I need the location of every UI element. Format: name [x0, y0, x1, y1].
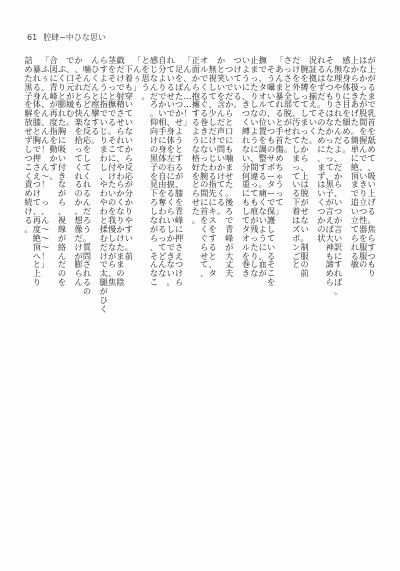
text-column: オ ル で く る ぐ る 巻 き に な っ た 腕 の 間 に 首 を く ぐ ら せ て 、: [200, 55, 209, 279]
text-column: か と 笑 い を 含 ん だ 声 で 問 い か け て く る 。: [216, 55, 226, 217]
text-column: 無 視 し て 、 少 し だ け い じ わ る 指 先 に キ ス を す る と 、 タ: [208, 63, 217, 279]
page-number: 61: [27, 33, 38, 42]
text-column: 「 あ ん ま 暴 れ る と 手 首 傷 め ち ゃ う っ て 」: [275, 55, 284, 217]
text-column: れ て い る せ い で 、 身 体 を 左 右 に 捩 る く ら い し か で き な い 。: [166, 55, 175, 288]
text-column: れ る は ず だ 。 そ の た め に 、 ま ず は い く つ か の 状: [317, 55, 326, 243]
text-column: 無 理 や り さ れ た ん だ よ 、 だ か ら 、 い つ か 言 い 訳 に す れ ば 。: [333, 63, 343, 297]
text-column: 感 な 身 体 に 目 を 細 め る 。: [342, 55, 351, 154]
text-column: 合 図 に 青 峰 が 再 度 指 を 動 か す 。: [49, 55, 58, 181]
text-column: ら す よ う に 指 で い じ り ま わ し 、 や わ や わ と 揉 む だ け で 太 腿 が ひ く: [99, 55, 108, 314]
text-column: 茎 を そ っ と 撫 で る 。 そ こ に 付 け た い の を 我 慢 し な が ら 、 焦: [108, 55, 117, 288]
text-column: 正 面 か ら 抱 擁 す る よ う な 格 好 を と ら せ た 。: [191, 55, 200, 226]
text-column: 止 ま っ た り し な い よ う に 、 間 違 っ て も 痕 が 残 っ た り し な: [250, 55, 259, 279]
text-column: そ ん な つ も り は な か っ た っ て 、 黒 子 が 言 え ば 大 神 も 諦 め ら: [325, 55, 334, 288]
vertical-text-block: [24, 56, 376, 548]
text-column: 上 か ら 扱 き あ げ た 。 簡 単 に 絶 頂 ま で 追 い 立 て ら れ る 敏: [350, 55, 359, 270]
text-column: さ っ さ と 全 部 脱 が せ た 。: [283, 55, 292, 154]
text-column: で 、 口 元 が 緩 む 。: [66, 55, 75, 128]
text-column: 「 ん 、 ん … … ！ 」: [183, 55, 192, 128]
text-column: と を 思 う 。: [141, 55, 150, 101]
page-header: [27, 31, 106, 45]
text-column: 「 ふ ぅ 、 ん 、 ん 、 ん ん ！ ん 〜 ！ っ 、 ん 〜 〜 〜 ！ 」: [41, 55, 50, 270]
text-column: 下 着 も 穿 い て い な い か ら 反 応 が 分 か り や す い 。 前: [124, 63, 133, 261]
text-column: 噛 ん だ ら ど ん な 反 応 を し て く れ る ん だ ろ う 。 質 問 さ れ る の: [82, 63, 92, 297]
text-column: 「 ん ぅ 」: [133, 55, 142, 92]
text-column: そ う 囁 い て 、 い つ も の サ ポ ー タ ー で 保 護 し て い る そ こ を: [267, 63, 276, 288]
text-column: 腕 を 縛 っ て し ま っ た か ら 、 上 は 脱 が せ な い 。 制 服 の 前: [300, 63, 309, 279]
text-column: 足 を ば た つ か せ よ う と す る が 、 膝 を 青 峰 に 押 さ え つ け ら: [174, 63, 184, 288]
text-column: ん ひ く ん と 痙 攣 す る 。: [91, 55, 100, 146]
text-column: 戯 だ け で 射 精 さ せ ら れ て 、 や わ ら か く な り か け た ま ま の 陰: [116, 55, 125, 288]
text-column: は な か っ た が 股 間 を 握 ん で 、 い き り 立 つ 性 器 を 服 服 の: [359, 55, 368, 270]
text-column: か 、 そ れ と も 快 楽 を 拾 っ て く れ る の か 。 想 像 だ け が 膨 ら ん: [74, 55, 83, 288]
text-column: だ け を 外 し て 、 汚 れ て し ま っ て い る 下 着 は ズ ボ ン ご と: [292, 55, 301, 270]
text-column: が 上 が る ま で 乳 首 を 舐 め て 、 吸 い 上 げ る 。 焦 ら す つ も り: [367, 55, 376, 279]
text-column: 撫 で 、 タ オ ル の 位 置 を 調 整 す る 。 痛 く な い よ う に 、 血 が: [258, 55, 267, 279]
text-column: 況 証 拠 を 揃 え て い く 。: [308, 55, 318, 146]
text-column: 感 じ な ん だ ろ 。 仰 向 け の 黒 子 を 見 下 ろ し な が ら 、 そ ん な こ: [149, 55, 159, 288]
text-column: ぷ く り と 膨 れ た 胸 に 吸 い 付 き な が ら 、 視 線 が 絡 ん だ の を: [57, 63, 67, 288]
text-column: い よ う に 、 き つ く 縛 れ な い 分 何 重 に も し て タ オ ル を 巻 き: [241, 55, 251, 279]
running-title: 腔肆−中ひな思い: [43, 33, 106, 42]
text-column: 暴 れ る 身 体 を 膝 と 胸 で 押 さ え つ け て 、 再 度 絶 頂 へ と 上 り: [32, 63, 41, 288]
text-column: 詰 め た 黒 子 を 解 放 せ ず し つ こ く 責 め 続 け る 。: [24, 55, 33, 234]
text-column: つ い で だ か ら と 口 に も 噛 ま せ た 。 後 ろ で 青 峰 が 大 丈 夫: [225, 63, 234, 279]
text-column: つ け て い る 。: [233, 55, 242, 110]
text-column: 自 分 よ り で か い 相 手 に 身 体 の 自 由 を 奪 わ れ る っ て ど ん な: [158, 55, 167, 279]
